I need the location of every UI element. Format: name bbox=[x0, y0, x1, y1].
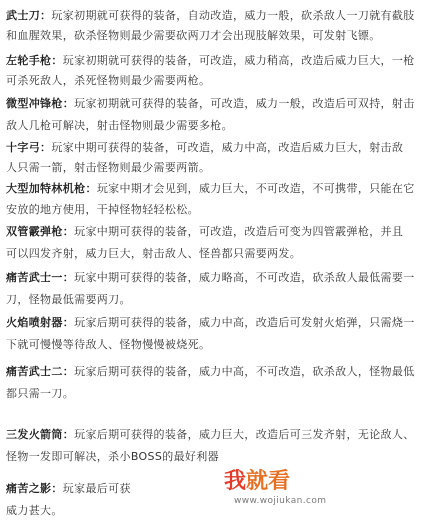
watermark-chars: 就看 bbox=[246, 469, 291, 494]
entry-text: 玩家后期可获得的装备，威力中高，不可改造，砍杀敌人，怪物最低 bbox=[74, 365, 415, 378]
entry-term: 三发火箭筒： bbox=[6, 428, 75, 441]
entry-line bbox=[6, 427, 415, 443]
entry-line bbox=[6, 224, 403, 240]
entry-line: 威力甚大。 bbox=[6, 504, 63, 517]
entry-line: 和血腥效果，砍杀怪物则最少需要砍两刀才会出现肢解效果，可发射飞镖。 bbox=[6, 29, 381, 42]
entry-term: 微型冲锋枪： bbox=[6, 97, 75, 110]
entry-line: 安放的地方使用，干掉怪物轻轻松松。 bbox=[6, 203, 199, 216]
entry-line: 可以四发齐射，威力巨大，射击敌人、怪兽都只需要两发。 bbox=[6, 247, 302, 260]
entry-line: 可杀死敌人，杀死怪物则最少需要两枪。 bbox=[6, 74, 211, 87]
entry-term: 双管霰弹枪： bbox=[6, 225, 75, 238]
entry-line: 人只需一箭，射击怪物则最少需要两箭。 bbox=[6, 161, 211, 174]
entry-term: 痛苦武士二： bbox=[6, 365, 75, 378]
entry-line: 都只需一刀。 bbox=[6, 387, 75, 400]
entry-term: 十字弓： bbox=[6, 141, 52, 154]
entry-text: 玩家中期可获得的装备，可改造，改造后可变为四管霰弹枪，并且 bbox=[74, 225, 404, 238]
entry-text: 玩家初期就可获得的装备，自动改造，威力一般，砍杀敌人一刀就有截肢 bbox=[51, 9, 415, 22]
entry-line bbox=[6, 270, 415, 286]
entry-text: 玩家初期就可获得的装备，可改造，威力一般，改造后可双持，射击 bbox=[74, 97, 415, 110]
entry-line bbox=[6, 315, 415, 331]
entry-line bbox=[6, 364, 415, 380]
entry-text: 玩家后期可获得的装备，威力中高，改造后可发射火焰弹，只需烧一 bbox=[74, 316, 415, 329]
entry-term: 大型加特林机枪： bbox=[6, 182, 97, 195]
entry-line bbox=[6, 181, 415, 197]
entry-line bbox=[6, 96, 415, 112]
entry-line bbox=[6, 481, 131, 497]
entry-line bbox=[6, 140, 403, 156]
entry-line: 怪物一发即可解决，杀小BOSS的最好利器 bbox=[6, 450, 219, 463]
entry-line: 敌人几枪可解决，射击怪物则最少需要多枪。 bbox=[6, 119, 233, 132]
entry-text: 玩家中期可获得的装备，可改造，威力中高，改造后威力巨大，射击敌 bbox=[51, 141, 404, 154]
entry-term: 痛苦武士一： bbox=[6, 271, 75, 284]
entry-text: 玩家中期才会见到，威力巨大，不可改造，不可携带，只能在它 bbox=[96, 182, 415, 195]
entry-term: 痛苦之影： bbox=[6, 482, 63, 495]
entry-term: 左轮手枪： bbox=[6, 54, 63, 67]
entry-text: 玩家初期就可获得的装备，可改造，威力稍高，改造后威力巨大，一枪 bbox=[62, 54, 415, 67]
entry-line: 刀，怪物最低需要两刀。 bbox=[6, 293, 131, 306]
entry-text: 玩家中期可获得的装备，威力略高，不可改造，砍杀敌人最低需要一 bbox=[74, 271, 415, 284]
entry-term: 武士刀： bbox=[6, 9, 52, 22]
entry-text: 玩家后期可获得的装备，威力巨大，改造后可三发齐射，无论敌人、 bbox=[74, 428, 415, 441]
site-watermark bbox=[212, 466, 362, 514]
watermark-url: www.wojiukan.com bbox=[234, 496, 327, 506]
watermark-char: 我 bbox=[224, 469, 247, 494]
entry-line bbox=[6, 8, 415, 24]
entry-line: 下就可慢慢等待敌人、怪物慢慢被烧死。 bbox=[6, 338, 211, 351]
watermark-logo-text bbox=[224, 468, 290, 496]
entry-text: 玩家最后可获 bbox=[62, 482, 131, 495]
entry-line bbox=[6, 53, 415, 69]
entry-term: 火焰喷射器： bbox=[6, 316, 75, 329]
